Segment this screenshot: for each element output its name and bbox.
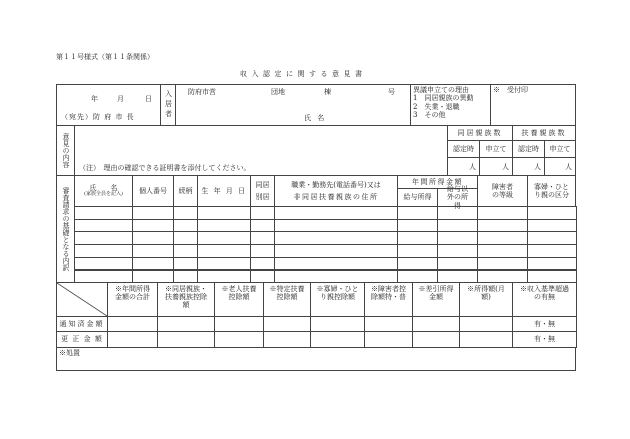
exceeds-standard-toggle[interactable]: 有・無 — [512, 331, 577, 348]
summary-header: ※収入基準超過の有無 — [512, 282, 577, 317]
cohabit-input[interactable] — [250, 231, 275, 245]
summary-amount-input[interactable] — [310, 316, 365, 332]
form-title: 収入認定に関する意見書 — [240, 70, 367, 78]
occupation-input[interactable] — [274, 231, 398, 245]
name-input[interactable] — [74, 206, 133, 220]
relation-input[interactable] — [173, 257, 198, 271]
resident-label: 入居者 — [164, 90, 173, 120]
objection-reasons-cell — [410, 84, 491, 126]
name-label: 氏 名 — [304, 114, 327, 122]
summary-amount-input[interactable] — [459, 316, 513, 332]
widow-input[interactable] — [527, 257, 577, 271]
relation-input[interactable] — [173, 219, 198, 233]
relation-input[interactable] — [173, 206, 198, 220]
form-number: 第１１号様式（第１１条関係） — [56, 53, 154, 61]
unit-label: 人 — [469, 162, 476, 171]
personal-number-input[interactable] — [132, 257, 174, 271]
personal-number-input[interactable] — [132, 231, 174, 245]
salary-income-input[interactable] — [397, 257, 438, 271]
disability-input[interactable] — [477, 244, 528, 258]
dependents-count-header: 扶養親族数 — [512, 125, 576, 141]
opinion-input[interactable] — [74, 125, 448, 176]
summary-header: ※老人扶養控除額 — [214, 282, 264, 317]
cohabiting-approved-count[interactable] — [447, 157, 480, 176]
relation-input[interactable] — [173, 244, 198, 258]
name-input[interactable] — [74, 219, 133, 233]
number-label: 号 — [388, 88, 395, 96]
cohabiting-count-header: 同居親族数 — [447, 125, 513, 141]
dependents-applied-header: 申立て — [544, 140, 576, 158]
name-header-note: (家族全員を記入) — [84, 191, 123, 198]
occupation-input[interactable] — [274, 244, 398, 258]
disability-input[interactable] — [477, 231, 528, 245]
cohabiting-approved-header: 認定時 — [447, 140, 480, 158]
resident-info-cell[interactable] — [175, 84, 411, 126]
birthdate-input[interactable] — [197, 219, 251, 233]
disability-input[interactable] — [477, 257, 528, 271]
summary-header: ※所得額(月額) — [459, 282, 513, 317]
name-input[interactable] — [74, 231, 133, 245]
annual-income-header: 年間所得金額 — [397, 175, 478, 189]
dependents-applied-count[interactable] — [544, 157, 576, 176]
salary-income-input[interactable] — [397, 206, 438, 220]
disability-input[interactable] — [477, 219, 528, 233]
other-income-input[interactable] — [437, 244, 478, 258]
day-label: 日 — [145, 95, 152, 103]
name-input[interactable] — [74, 257, 133, 271]
summary-amount-input[interactable] — [157, 331, 215, 348]
unit-label: 人 — [565, 162, 572, 171]
cohabit-input[interactable] — [250, 206, 275, 220]
corrected-amount-label: 更 正 金 額 — [56, 331, 108, 348]
relation-input[interactable] — [173, 231, 198, 245]
resident-label-cell — [160, 84, 176, 126]
notified-amount-label: 通知済金額 — [56, 316, 108, 332]
name-header — [74, 175, 133, 207]
summary-amount-input[interactable] — [412, 331, 460, 348]
unit-label: 人 — [534, 162, 541, 171]
summary-amount-input[interactable] — [157, 316, 215, 332]
summary-amount-input[interactable] — [107, 316, 158, 332]
occupation-input[interactable] — [274, 206, 398, 220]
summary-amount-input[interactable] — [214, 316, 264, 332]
birthdate-input[interactable] — [197, 231, 251, 245]
receipt-stamp-label: ※ 受付印 — [493, 86, 528, 94]
breakdown-label-cell — [56, 175, 75, 283]
addressee: （宛先）防 府 市 長 — [61, 113, 135, 121]
dependents-approved-count[interactable] — [512, 157, 545, 176]
objection-title: 異議申立ての理由 — [413, 86, 469, 94]
birthdate-input[interactable] — [197, 206, 251, 220]
summary-header: ※同居親族・扶養親族控除額 — [157, 282, 215, 317]
diagonal-line — [57, 283, 107, 316]
summary-header: ※年間所得金額の合計 — [107, 282, 158, 317]
personal-number-header: 個人番号 — [132, 175, 174, 207]
cohabit-input[interactable] — [250, 257, 275, 271]
occupation-input[interactable] — [274, 257, 398, 271]
birthdate-input[interactable] — [197, 257, 251, 271]
summary-amount-input[interactable] — [263, 331, 311, 348]
other-income-input[interactable] — [437, 231, 478, 245]
widow-header: 寡婦・ひとり親の区分 — [527, 175, 576, 207]
widow-input[interactable] — [527, 244, 577, 258]
summary-corner-cell — [56, 282, 108, 317]
disposition-label: ※処置 — [59, 349, 80, 357]
cohabiting-applied-header: 申立て — [479, 140, 513, 158]
year-label: 年 — [91, 95, 98, 103]
disability-input[interactable] — [477, 206, 528, 220]
receipt-stamp-cell — [490, 84, 576, 126]
summary-header: ※特定扶養控除額 — [263, 282, 311, 317]
objection-reason: 2 失業・退職 — [413, 102, 460, 111]
occupation-input[interactable] — [274, 219, 398, 233]
personal-number-input[interactable] — [132, 219, 174, 233]
cohabiting-applied-count[interactable] — [479, 157, 513, 176]
salary-income-input[interactable] — [397, 231, 438, 245]
disposition-cell[interactable] — [56, 347, 576, 371]
occupation-header — [274, 175, 398, 207]
disability-header: 障害者の等級 — [477, 175, 528, 207]
month-label: 月 — [117, 95, 124, 103]
summary-amount-input[interactable] — [412, 316, 460, 332]
other-income-input[interactable] — [437, 219, 478, 233]
summary-header: ※障害者控除額特・普 — [364, 282, 413, 317]
other-income-header: 給与以外の所得 — [437, 188, 478, 207]
birthdate-input[interactable] — [197, 244, 251, 258]
birthdate-header: 生 年 月 日 — [197, 175, 251, 207]
unit-label: 人 — [502, 162, 509, 171]
summary-amount-input[interactable] — [107, 331, 158, 348]
salary-income-input[interactable] — [397, 244, 438, 258]
personal-number-input[interactable] — [132, 206, 174, 220]
cohabit-header-top: 同居 — [255, 181, 270, 190]
objection-reason: 3 その他 — [413, 111, 446, 120]
opinion-label-cell — [56, 125, 75, 176]
opinion-label: 意見の内容 — [62, 133, 70, 168]
widow-input[interactable] — [527, 206, 577, 220]
summary-amount-input[interactable] — [459, 331, 513, 348]
other-income-input[interactable] — [437, 257, 478, 271]
summary-amount-input[interactable] — [364, 316, 413, 332]
other-income-input[interactable] — [437, 206, 478, 220]
cohabit-input[interactable] — [250, 244, 275, 258]
occupation-header-bottom: 非同居扶養親族の住所 — [293, 192, 379, 201]
name-header-label: 氏 名 — [89, 184, 118, 193]
summary-header: ※差引所得金額 — [412, 282, 460, 317]
danchi-label: 団地 — [271, 88, 285, 96]
summary-amount-input[interactable] — [263, 316, 311, 332]
summary-header: ※寡婦・ひとり親控除額 — [310, 282, 365, 317]
relation-header: 続柄 — [173, 175, 198, 207]
cohabit-header — [250, 175, 275, 207]
breakdown-label: 審査請求の基礎となる内訳 — [62, 187, 70, 271]
occupation-header-top: 職業・勤務先(電話番号)又は — [291, 181, 381, 190]
summary-amount-input[interactable] — [364, 331, 413, 348]
exceeds-standard-toggle[interactable]: 有・無 — [512, 316, 577, 332]
summary-amount-input[interactable] — [214, 331, 264, 348]
salary-income-header: 給与所得 — [397, 188, 438, 207]
salary-income-input[interactable] — [397, 219, 438, 233]
housing-label: 防府市営 — [188, 88, 216, 96]
widow-input[interactable] — [527, 219, 577, 233]
personal-number-input[interactable] — [132, 244, 174, 258]
cohabit-header-bottom: 別居 — [255, 192, 270, 201]
objection-reason: 1 同居親族の異動 — [413, 94, 474, 103]
opinion-note: （注） 理由の確認できる証明書を添付してください。 — [79, 164, 251, 172]
name-input[interactable] — [74, 244, 133, 258]
summary-amount-input[interactable] — [310, 331, 365, 348]
widow-input[interactable] — [527, 231, 577, 245]
cohabit-input[interactable] — [250, 219, 275, 233]
building-label: 棟 — [324, 88, 331, 96]
dependents-approved-header: 認定時 — [512, 140, 545, 158]
date-addressee-cell — [56, 84, 161, 126]
